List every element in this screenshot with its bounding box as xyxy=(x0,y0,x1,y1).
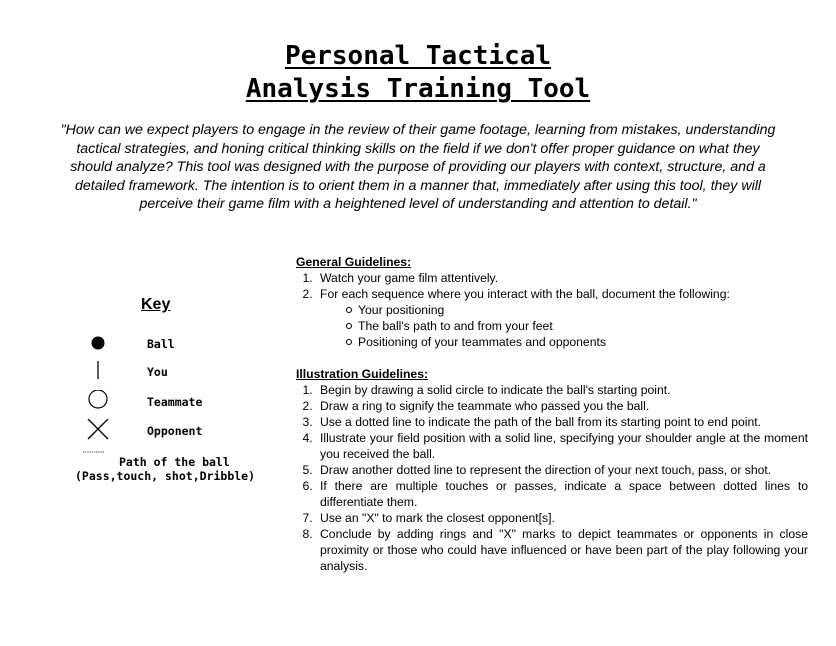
intro-quote: "How can we expect players to engage in the review of their game footage, learning from mistakes, understanding tactical strategies, and honing critical thinking skills on the field if we don't offer proper guidance on what they should analyze? This tool was designed with the purpose of providing our players with context, structure, and a detailed framework. The intention is to orient them in a manner that, immediately after using this tool, they will perceive their game film with a heightened level of understanding and attention to detail." xyxy=(60,122,776,213)
list-item: 2. Draw a ring to signify the teammate who passed you the ball. xyxy=(316,398,808,414)
general-guidelines-heading: General Guidelines: xyxy=(296,255,412,269)
key-title: Key xyxy=(141,296,171,313)
sub-list-item: The ball's path to and from your feet xyxy=(346,318,808,334)
list-item: 5. Draw another dotted line to represent the direction of your next touch, pass, or shot. xyxy=(316,462,808,478)
list-item: 7. Use an "X" to mark the closest opponent[s]. xyxy=(316,510,808,526)
key-label-opponent: Opponent xyxy=(147,424,203,438)
key-label-path-detail: (Pass,touch, shot,Dribble) xyxy=(75,469,256,483)
key-item-teammate xyxy=(75,390,295,414)
list-item: 1. Begin by drawing a solid circle to indicate the ball's starting point. xyxy=(316,382,808,398)
page-title xyxy=(0,40,836,106)
list-item xyxy=(316,286,808,350)
sub-list-item: Your positioning xyxy=(346,302,808,318)
guidelines xyxy=(296,254,808,574)
list-item: 8. Conclude by adding rings and "X" marks to depict teammates or opponents in close proximity or those who could have influenced or have been part of the play following your analysis. xyxy=(316,526,808,574)
key-item-opponent xyxy=(75,419,295,443)
vertical-line-icon xyxy=(87,360,109,384)
sub-list-item: Positioning of your teammates and opponents xyxy=(346,334,808,350)
key-label-path: Path of the ball xyxy=(119,455,230,469)
key-label-teammate: Teammate xyxy=(147,395,203,409)
list-item: 4. Illustrate your field position with a solid line, specifying your shoulder angle at the moment you received the ball. xyxy=(316,430,808,462)
title-line-1: Personal Tactical xyxy=(284,41,552,71)
x-mark-icon xyxy=(87,419,109,443)
list-item: 1. Watch your game film attentively. xyxy=(316,270,808,286)
general-sub-list xyxy=(320,302,808,350)
ring-icon xyxy=(87,390,109,414)
list-item: 3. Use a dotted line to indicate the path of the ball from its starting point to end point. xyxy=(316,414,808,430)
key-label-ball: Ball xyxy=(147,337,175,351)
list-item: 6. If there are multiple touches or passes, indicate a space between dotted lines to differentiate them. xyxy=(316,478,808,510)
general-guidelines-list xyxy=(296,270,808,350)
solid-circle-icon xyxy=(87,332,109,356)
key-item-you xyxy=(75,360,295,384)
key-label-you: You xyxy=(147,365,168,379)
title-line-2: Analysis Training Tool xyxy=(245,74,591,104)
key-item-path xyxy=(75,455,295,483)
illustration-section xyxy=(296,366,808,574)
illustration-guidelines-list xyxy=(296,382,808,574)
key-item-ball xyxy=(75,332,295,356)
illustration-guidelines-heading: Illustration Guidelines: xyxy=(296,367,429,381)
list-item-text: For each sequence where you interact with the ball, document the following: xyxy=(320,287,730,301)
